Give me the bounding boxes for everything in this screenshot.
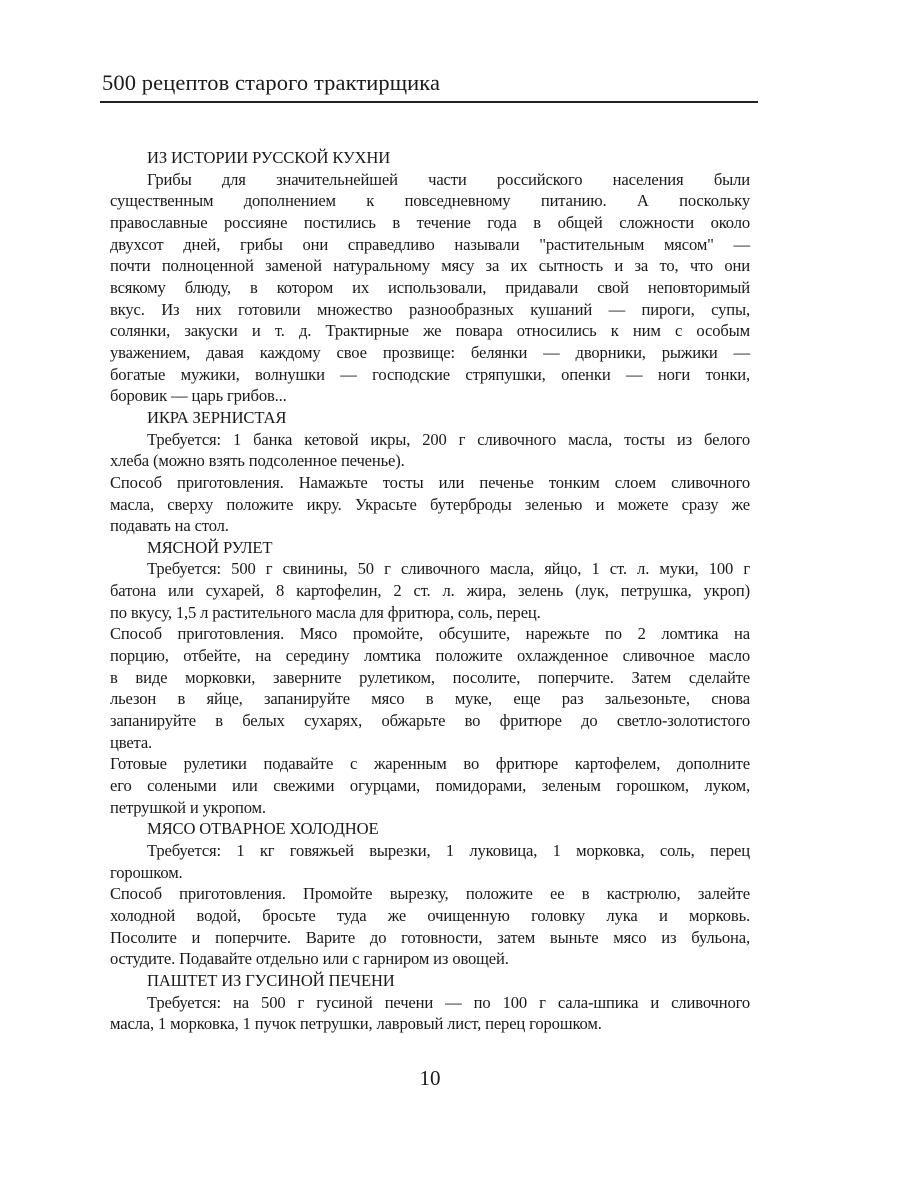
- heading-text: ИЗ ИСТОРИИ РУССКОЙ КУХНИ: [147, 148, 391, 167]
- text-line: по вкусу, 1,5 л растительного масла для фритюра, соль, перец.: [110, 602, 541, 622]
- text-line: петрушкой и укропом.: [110, 797, 266, 817]
- text-line: Посолите и поперчите. Варите до готовности, затем выньте мясо из бульона,: [110, 927, 750, 947]
- text-line: существенным дополнением к повседневному питанию. А поскольку: [110, 191, 750, 211]
- heading-text: МЯСО ОТВАРНОЕ ХОЛОДНОЕ: [147, 819, 379, 839]
- paragraph: [110, 883, 750, 970]
- text-line: его солеными или свежими огурцами, помидорами, зеленым горошком, луком,: [110, 776, 750, 796]
- section-heading: [110, 818, 750, 840]
- paragraph: [110, 429, 750, 472]
- text-line: Грибы для значительнейшей части российского населения были: [147, 169, 750, 189]
- text-line: горошком.: [110, 862, 183, 882]
- paragraph: [110, 623, 750, 753]
- section-heading: [110, 407, 750, 429]
- text-line: запанируйте в белых сухарях, обжарьте во фритюре до светло-золотистого: [110, 711, 750, 731]
- text-line: солянки, закуски и т. д. Трактирные же повара относились к ним с особым: [110, 321, 750, 341]
- paragraph: [110, 992, 750, 1035]
- text-line: Требуется: 500 г свинины, 50 г сливочного масла, яйцо, 1 ст. л. муки, 100 г: [147, 559, 750, 579]
- text-line: Готовые рулетики подавайте с жаренным во фритюре картофелем, дополните: [110, 754, 750, 774]
- text-line: Способ приготовления. Намажьте тосты или печенье тонким слоем сливочного: [110, 472, 750, 492]
- heading-text: ИКРА ЗЕРНИСТАЯ: [147, 407, 287, 427]
- text-line: двухсот дней, грибы они справедливо называли "растительным мясом" —: [110, 234, 750, 254]
- section-heading: [110, 537, 750, 559]
- header-rule: [100, 101, 758, 103]
- text-line: Требуется: 1 банка кетовой икры, 200 г сливочного масла, тосты из белого: [147, 429, 750, 449]
- text-line: всякому блюду, в котором их использовали, придавали свой неповторимый: [110, 277, 750, 297]
- text-line: масла, 1 морковка, 1 пучок петрушки, лавровый лист, перец горошком.: [110, 1014, 602, 1034]
- running-head: 500 рецептов старого трактирщика: [102, 70, 441, 95]
- text-line: православные россияне постились в течение года в общей сложности около: [110, 212, 750, 232]
- text-line: боровик — царь грибов...: [110, 386, 287, 406]
- text-line: льезон в яйце, запанируйте мясо в муке, еще раз зальезоньте, снова: [110, 689, 750, 709]
- text-line: остудите. Подавайте отдельно или с гарниром из овощей.: [110, 949, 509, 969]
- heading-text: МЯСНОЙ РУЛЕТ: [147, 537, 273, 557]
- text-line: почти полноценной заменой натуральному мясу за их сытность и за то, что они: [110, 256, 750, 276]
- text-line: хлеба (можно взять подсоленное печенье).: [110, 451, 405, 471]
- text-line: масла, сверху положите икру. Украсьте бутерброды зеленью и можете сразу же: [110, 494, 750, 514]
- text-line: Требуется: на 500 г гусиной печени — по 100 г сала-шпика и сливочного: [147, 992, 750, 1012]
- section-heading: [110, 147, 750, 169]
- text-line: богатые мужики, волнушки — господские стряпушки, опенки — ноги тонки,: [110, 364, 750, 384]
- text-line: батона или сухарей, 8 картофелин, 2 ст. л. жира, зелень (лук, петрушка, укроп): [110, 581, 750, 601]
- text-line: в виде морковки, заверните рулетиком, посолите, поперчите. Затем сделайте: [110, 667, 750, 687]
- text-line: цвета.: [110, 732, 153, 752]
- text-line: подавать на стол.: [110, 516, 229, 536]
- page-content: [110, 147, 750, 1035]
- text-line: холодной водой, бросьте туда же очищенную головку лука и морковь.: [110, 905, 750, 925]
- section-heading: [110, 970, 750, 992]
- text-line: Требуется: 1 кг говяжьей вырезки, 1 луковица, 1 морковка, соль, перец: [147, 841, 750, 860]
- text-line: уважением, давая каждому свое прозвище: белянки — дворники, рыжики —: [110, 342, 750, 362]
- text-line: вкус. Из них готовили множество разнообразных кушаний — пироги, супы,: [110, 299, 750, 319]
- heading-text: ПАШТЕТ ИЗ ГУСИНОЙ ПЕЧЕНИ: [147, 970, 395, 990]
- paragraph: [110, 472, 750, 537]
- paragraph: [110, 169, 750, 407]
- page-number: 10: [419, 1066, 441, 1090]
- paragraph: [110, 840, 750, 883]
- paragraph: [110, 558, 750, 623]
- text-line: Способ приготовления. Промойте вырезку, положите ее в кастрюлю, залейте: [110, 884, 750, 904]
- text-line: Способ приготовления. Мясо промойте, обсушите, нарежьте по 2 ломтика на: [110, 624, 750, 644]
- text-line: порцию, отбейте, на середину ломтика положите охлажденное сливочное масло: [110, 646, 750, 666]
- paragraph: [110, 753, 750, 818]
